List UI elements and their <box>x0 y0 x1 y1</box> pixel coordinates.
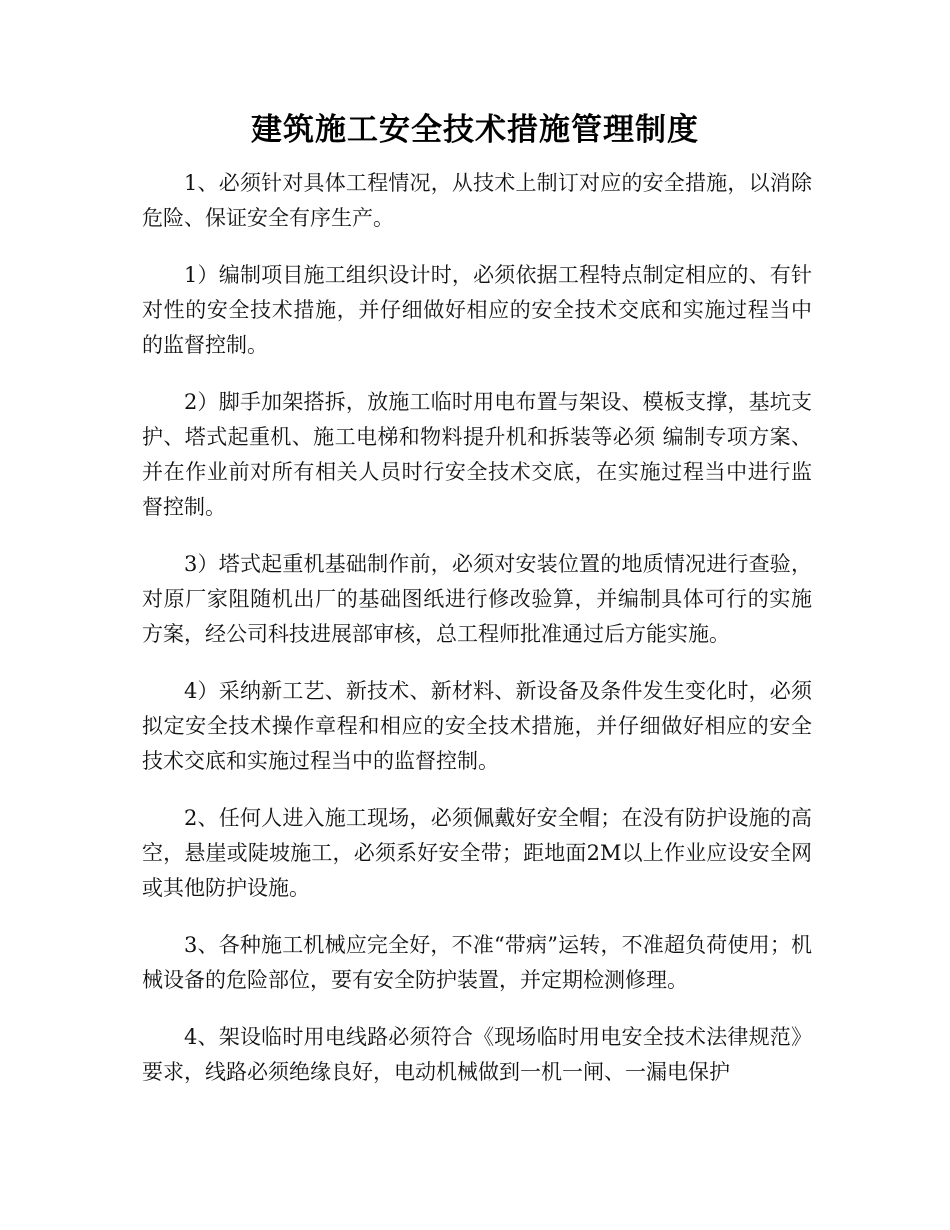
document-title: 建筑施工安全技术措施管理制度 <box>251 112 699 148</box>
paragraph-3: 3、各种施工机械应完全好，不准“带病”运转，不准超负荷使用；机械设备的危险部位，要有安全防护装置，并定期检测修理。 <box>142 933 812 992</box>
paragraph-2: 2、任何人进入施工现场，必须佩戴好安全帽；在没有防护设施的高空，悬崖或陡坡施工，必须系好安全带；距地面2M以上作业应设安全网或其他防护设施。 <box>142 806 812 900</box>
paragraph-4: 4、架设临时用电线路必须符合《现场临时用电安全技术法律规范》要求，线路必须绝缘良好，电动机械做到一机一闸、一漏电保护 <box>142 1025 812 1084</box>
paragraph-1-4: 4）采纳新工艺、新技术、新材料、新设备及条件发生变化时，必须拟定安全技术操作章程和相应的安全技术措施，并仔细做好相应的安全技术交底和实施过程当中的监督控制。 <box>142 679 812 773</box>
document-body <box>142 166 812 1112</box>
paragraph-1-1: 1）编制项目施工组织设计时，必须依据工程特点制定相应的、有针对性的安全技术措施，并仔细做好相应的安全技术交底和实施过程当中的监督控制。 <box>142 263 812 357</box>
paragraph-1: 1、必须针对具体工程情况，从技术上制订对应的安全措施，以消除危险、保证安全有序生产。 <box>142 171 812 230</box>
paragraph-1-3: 3）塔式起重机基础制作前，必须对安装位置的地质情况进行查验，对原厂家阻随机出厂的基础图纸进行修改验算，并编制具体可行的实施方案，经公司科技进展部审核，总工程师批准通过后方能实施。 <box>142 552 812 646</box>
paragraph-1-2: 2）脚手加架搭拆，放施工临时用电布置与架设、模板支撑，基坑支护、塔式起重机、施工电梯和物料提升机和拆装等必须 编制专项方案、并在作业前对所有相关人员时行安全技术交底，在实施过程当中进行监督控制。 <box>142 390 812 519</box>
